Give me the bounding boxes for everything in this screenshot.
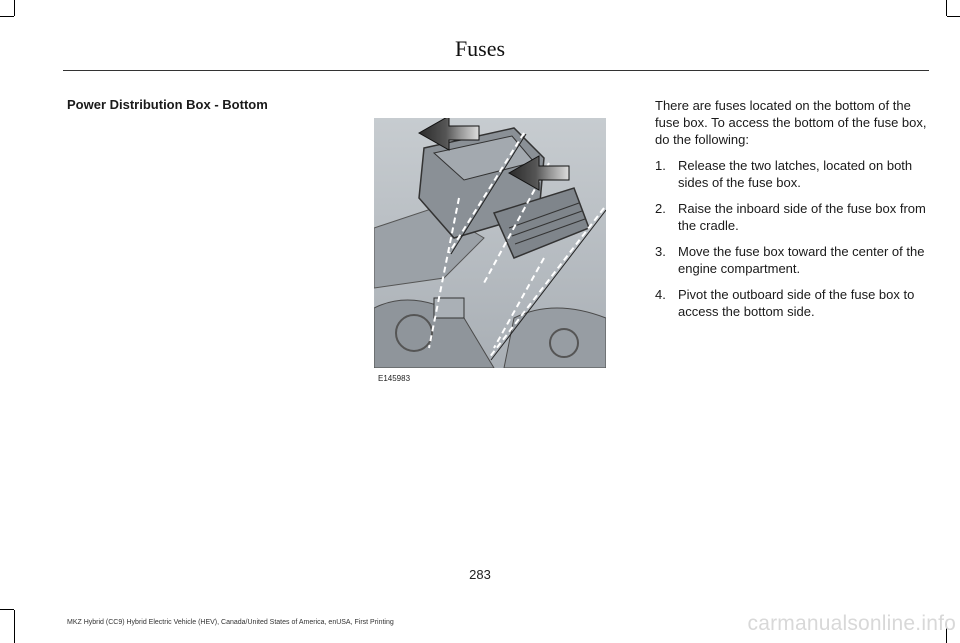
crop-mark xyxy=(0,16,14,17)
page-number: 283 xyxy=(469,567,491,582)
list-item xyxy=(655,200,927,234)
header-divider xyxy=(63,70,929,71)
list-item xyxy=(655,286,927,320)
intro-paragraph: There are fuses located on the bottom of the fuse box. To access the bottom of the fuse box, do the following: xyxy=(655,98,927,147)
page-title: Fuses xyxy=(454,36,506,61)
step-number: 2. xyxy=(655,201,666,216)
list-item xyxy=(655,243,927,277)
crop-mark xyxy=(0,609,14,610)
step-text: Move the fuse box toward the center of the engine compartment. xyxy=(678,244,925,276)
crop-mark xyxy=(946,0,947,16)
footer-note: MKZ Hybrid (CC9) Hybrid Electric Vehicle (HEV), Canada/United States of America, enUSA, First Printing xyxy=(67,619,394,626)
watermark: carmanualsonline.info xyxy=(747,612,956,635)
step-text: Raise the inboard side of the fuse box from the cradle. xyxy=(678,201,926,233)
steps-list xyxy=(655,157,927,320)
step-text: Release the two latches, located on both sides of the fuse box. xyxy=(678,158,913,190)
crop-mark xyxy=(14,610,15,643)
crop-mark xyxy=(14,0,15,16)
fuse-box-illustration xyxy=(374,118,606,368)
step-number: 1. xyxy=(655,158,666,173)
instructions xyxy=(655,97,927,329)
step-text: Pivot the outboard side of the fuse box to access the bottom side. xyxy=(678,287,915,319)
list-item xyxy=(655,157,927,191)
step-number: 4. xyxy=(655,287,666,302)
figure-code: E145983 xyxy=(378,374,411,383)
section-heading: Power Distribution Box - Bottom xyxy=(67,97,268,112)
step-number: 3. xyxy=(655,244,666,259)
crop-mark xyxy=(947,16,960,17)
